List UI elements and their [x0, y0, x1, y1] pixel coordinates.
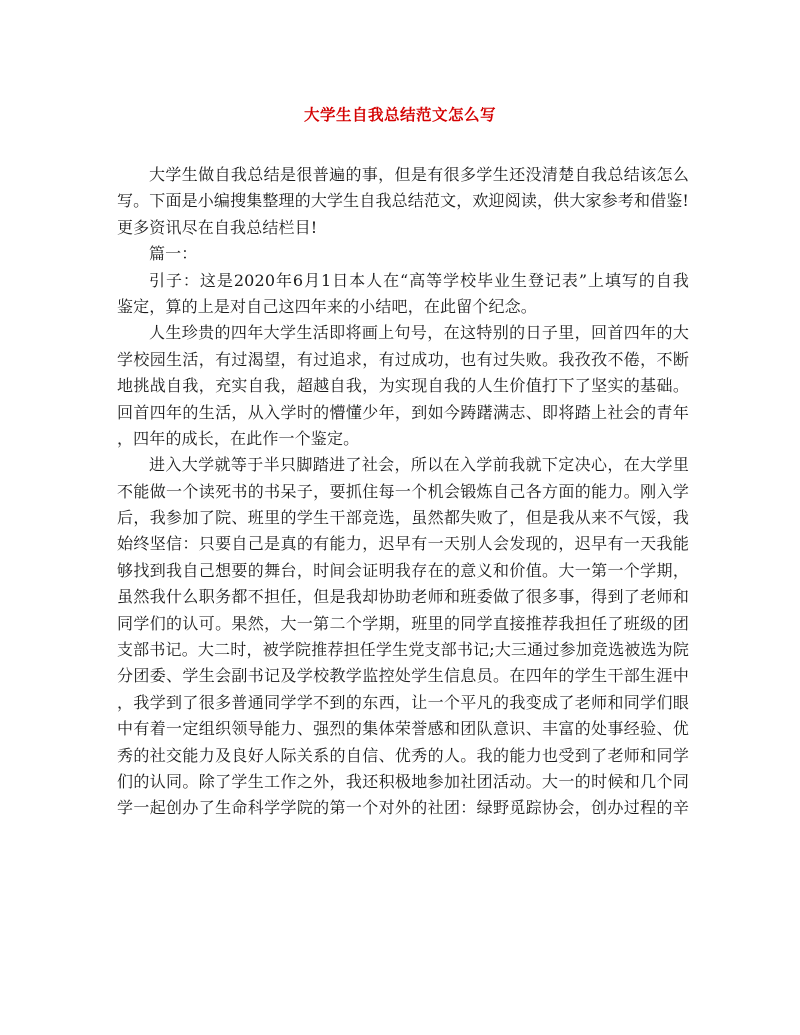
text-line: 们的认同。除了学生工作之外，我还积极地参加社团活动。大一的时候和几个同 — [117, 771, 689, 791]
text-line: 中有着一定组织领导能力、强烈的集体荣誉感和团队意识、丰富的处事经验、优 — [117, 719, 689, 739]
text-line: 同学们的认可。果然，大一第二个学期，班里的同学直接推荐我担任了班级的团 — [117, 613, 689, 633]
text-line: 学校园生活，有过渴望，有过追求，有过成功，也有过失败。我孜孜不倦，不断 — [117, 349, 689, 369]
text-line: 虽然我什么职务都不担任，但是我却协助老师和班委做了很多事，得到了老师和 — [117, 587, 689, 607]
text-line: 不能做一个读死书的书呆子，要抓住每一个机会锻炼自己各方面的能力。刚入学 — [117, 481, 689, 501]
text-line: 回首四年的生活，从入学时的懵懂少年，到如今踌躇满志、即将踏上社会的青年 — [117, 402, 689, 422]
text-line: 进入大学就等于半只脚踏进了社会，所以在入学前我就下定决心，在大学里 — [149, 455, 689, 475]
text-line: 分团委、学生会副书记及学校教学监控处学生信息员。在四年的学生干部生涯中 — [117, 666, 689, 686]
text-line: 篇一： — [149, 244, 198, 264]
text-line: 后，我参加了院、班里的学生干部竞选，虽然都失败了，但是我从来不气馁，我 — [117, 508, 689, 528]
text-line: 人生珍贵的四年大学生活即将画上句号，在这特别的日子里，回首四年的大 — [149, 323, 689, 343]
text-line: 支部书记。大二时，被学院推荐担任学生党支部书记;大三通过参加竞选被选为院 — [117, 640, 689, 660]
text-line: ，我学到了很多普通同学学不到的东西，让一个平凡的我变成了老师和同学们眼 — [117, 692, 689, 712]
text-line: ，四年的成长，在此作一个鉴定。 — [117, 428, 360, 448]
text-line: 地挑战自我，充实自我，超越自我，为实现自我的人生价值打下了坚实的基础。 — [117, 376, 689, 396]
document-title: 大学生自我总结范文怎么写 — [303, 105, 496, 124]
text-line: 鉴定，算的上是对自己这四年来的小结吧，在此留个纪念。 — [117, 296, 537, 316]
text-line: 更多资讯尽在自我总结栏目! — [117, 217, 318, 237]
text-line: 引子：这是2020年6月1日本人在“高等学校毕业生登记表”上填写的自我 — [149, 270, 689, 290]
text-line: 够找到我自己想要的舞台，时间会证明我存在的意义和价值。大一第一个学期， — [117, 560, 689, 580]
text-line: 大学生做自我总结是很普遍的事，但是有很多学生还没清楚自我总结该怎么 — [149, 165, 689, 184]
text-line: 始终坚信：只要自己是真的有能力，迟早有一天别人会发现的，迟早有一天我能 — [117, 534, 689, 554]
text-line: 写。下面是小编搜集整理的大学生自我总结范文，欢迎阅读，供大家参考和借鉴! — [117, 191, 689, 211]
document-body — [117, 162, 689, 822]
text-line: 学一起创办了生命科学学院的第一个对外的社团：绿野觅踪协会，创办过程的辛 — [117, 798, 689, 818]
text-line: 秀的社交能力及良好人际关系的自信、优秀的人。我的能力也受到了老师和同学 — [117, 745, 689, 765]
